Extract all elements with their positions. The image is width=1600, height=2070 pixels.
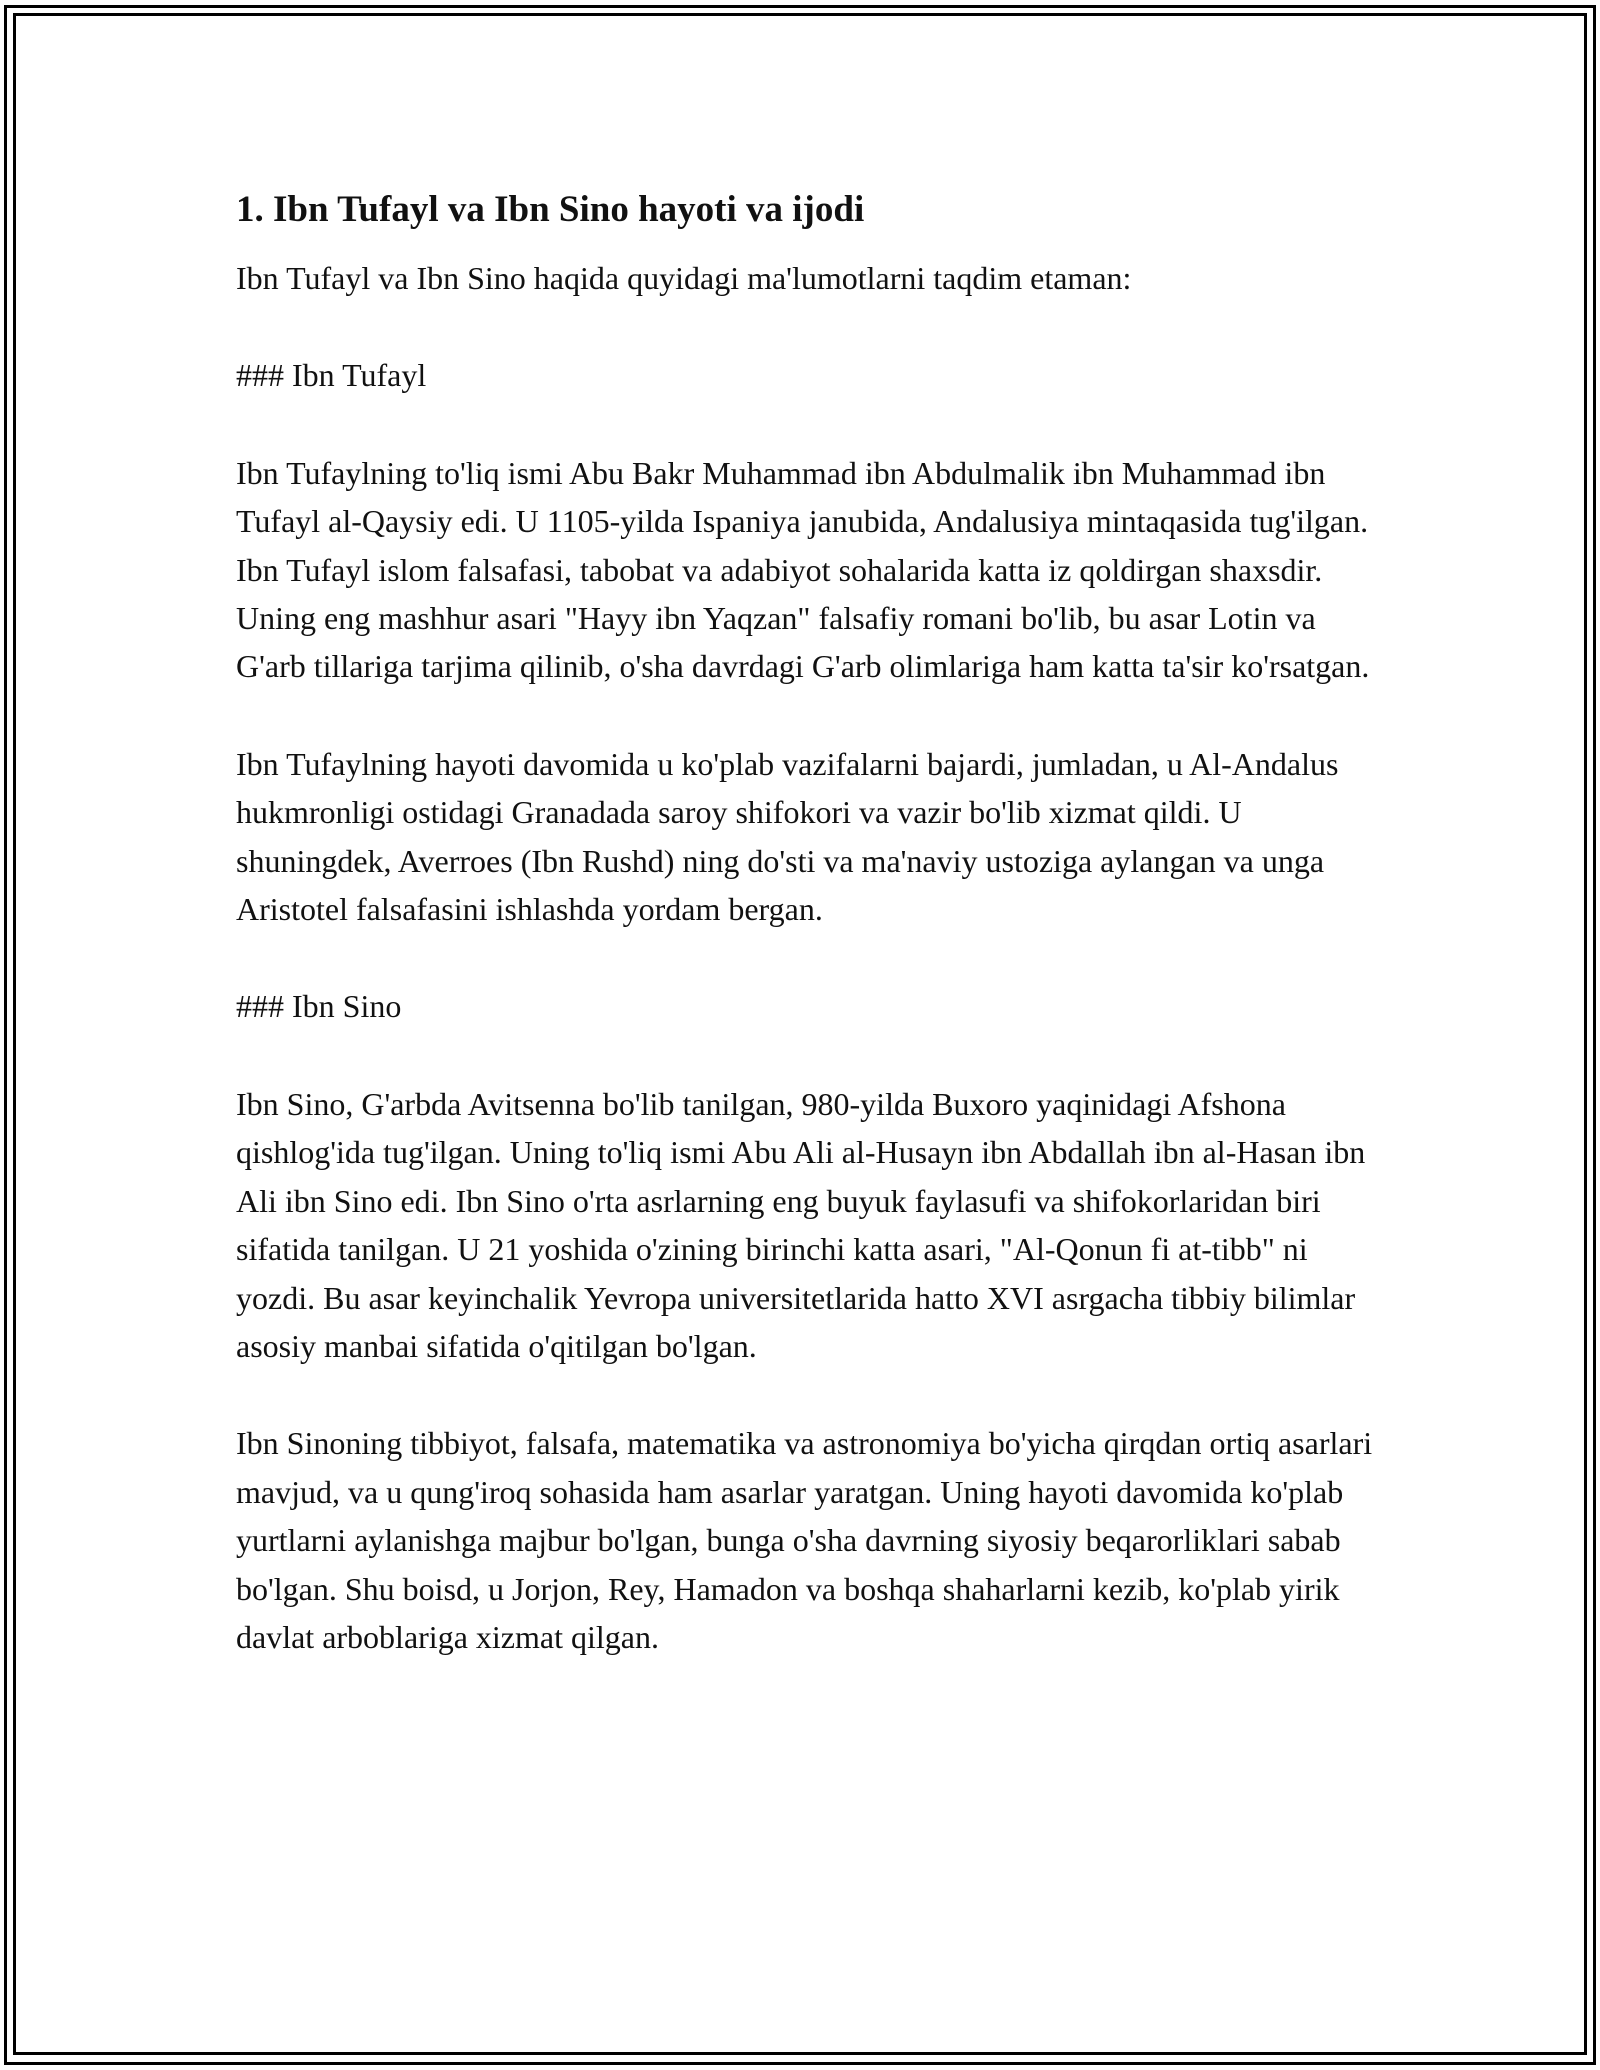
ibn-tufayl-paragraph-1: Ibn Tufaylning to'liq ismi Abu Bakr Muhammad ibn Abdulmalik ibn Muhammad ibn Tufayl al-Qaysiy edi. U 1105-yilda Ispaniya janubida, Andalusiya mintaqasida tug'ilgan. Ibn Tufayl islom falsafasi, tabobat va adabiyot sohalarida katta iz qoldirgan shaxsdir. Uning eng mashhur asari "Hayy ibn Yaqzan" falsafiy romani bo'lib, bu asar Lotin va G'arb tillariga tarjima qilinib, o'sha davrdagi G'arb olimlariga ham katta ta'sir ko'rsatgan. — [236, 454, 1370, 685]
document-body — [236, 186, 1376, 1710]
section-heading-ibn-tufayl: ### Ibn Tufayl — [236, 357, 427, 394]
intro-paragraph: Ibn Tufayl va Ibn Sino haqida quyidagi ma'lumotlarni taqdim etaman: — [236, 260, 1132, 296]
ibn-sino-paragraph-2: Ibn Sinoning tibbiyot, falsafa, matematika va astronomiya bo'yicha qirqdan ortiq asarlari mavjud, va u qung'iroq sohasida ham asarlar yaratgan. Uning hayoti davomida ko'plab yurtlarni aylanishga majbur bo'lgan, bunga o'sha davrning siyosiy beqarorliklari sabab bo'lgan. Shu boisd, u Jorjon, Rey, Hamadon va boshqa shaharlarni kezib, ko'plab yirik davlat arboblariga xizmat qilgan. — [236, 1425, 1373, 1655]
ibn-tufayl-paragraph-2: Ibn Tufaylning hayoti davomida u ko'plab vazifalarni bajardi, jumladan, u Al-Andalus hukmronligi ostidagi Granadada saroy shifokori va vazir bo'lib xizmat qildi. U shuningdek, Averroes (Ibn Rushd) ning do'sti va ma'naviy ustoziga aylangan va unga Aristotel falsafasini ishlashda yordam bergan. — [236, 745, 1339, 928]
section-heading-ibn-sino: ### Ibn Sino — [236, 988, 402, 1025]
document-title: 1. Ibn Tufayl va Ibn Sino hayoti va ijodi — [236, 189, 865, 230]
ibn-sino-paragraph-1: Ibn Sino, G'arbda Avitsenna bo'lib tanilgan, 980-yilda Buxoro yaqinidagi Afshona qishlog'ida tug'ilgan. Uning to'liq ismi Abu Ali al-Husayn ibn Abdallah ibn al-Hasan ibn Ali ibn Sino edi. Ibn Sino o'rta asrlarning eng buyuk faylasufi va shifokorlaridan biri sifatida tanilgan. U 21 yoshida o'zining birinchi katta asari, "Al-Qonun fi at-tibb" ni yozdi. Bu asar keyinchalik Yevropa universitetlarida hatto XVI asrgacha tibbiy bilimlar asosiy manbai sifatida o'qitilgan bo'lgan. — [236, 1085, 1366, 1364]
